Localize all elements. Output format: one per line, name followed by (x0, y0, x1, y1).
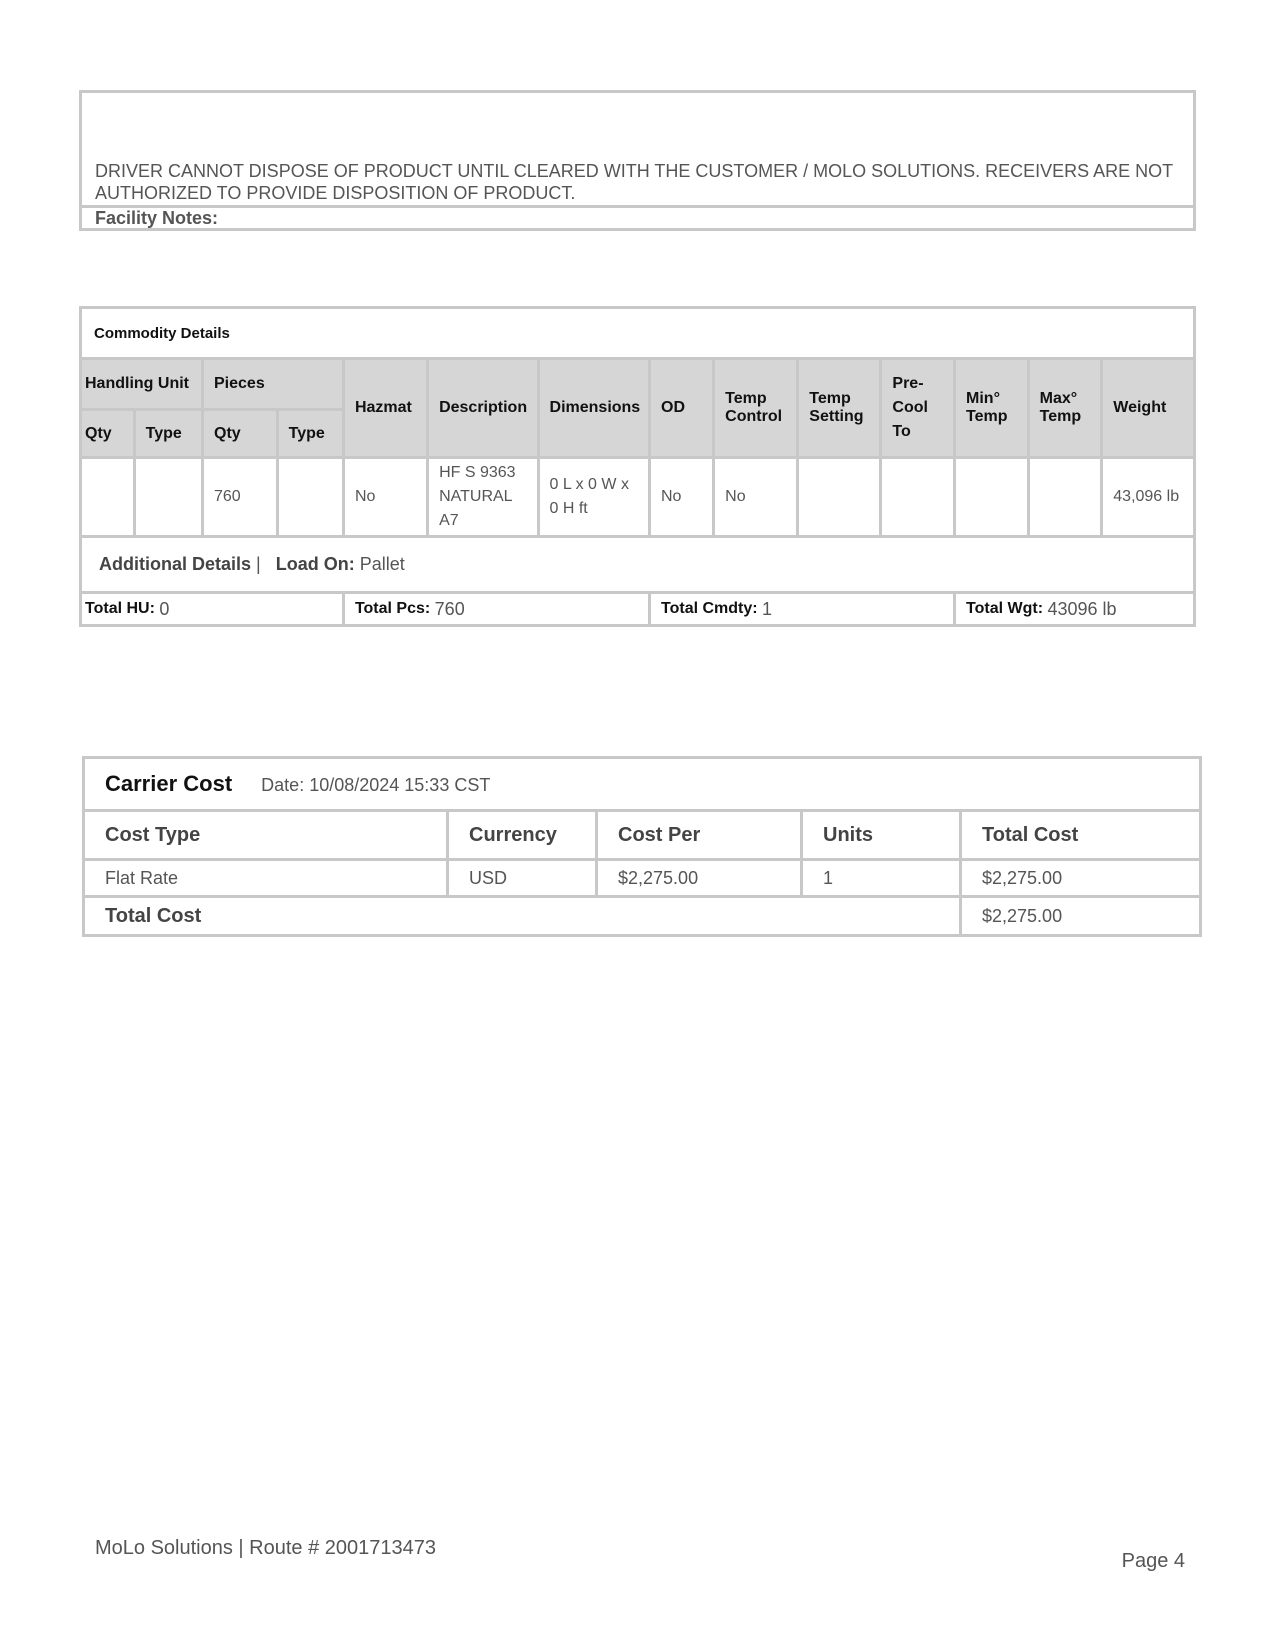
header-pieces: Pieces (203, 359, 344, 410)
header-pcs-type: Type (277, 410, 343, 458)
header-pre-cool-to: Pre-Cool To (881, 359, 955, 458)
page-number: Page 4 (1121, 1550, 1185, 1572)
driver-notes-text: DRIVER CANNOT DISPOSE OF PRODUCT UNTIL CLEARED WITH THE CUSTOMER / MOLO SOLUTIONS. RECEIVERS ARE NOT AUTHORIZED TO PROVIDE DISPOSITION OF PRODUCT. (95, 161, 1173, 203)
cell-cost-per: $2,275.00 (597, 860, 802, 897)
total-cmdty-cell (650, 593, 955, 626)
header-max-temp: Max° Temp (1028, 359, 1102, 458)
load-on-value: Pallet (359, 554, 405, 574)
header-total-cost: Total Cost (961, 811, 1201, 860)
header-dimensions: Dimensions (538, 359, 649, 458)
facility-notes-label: Facility Notes: (95, 208, 219, 228)
header-description: Description (428, 359, 538, 458)
cell-units: 1 (802, 860, 961, 897)
total-pcs-label: Total Pcs: (354, 600, 431, 617)
header-hu-type: Type (134, 410, 202, 458)
cell-hazmat: No (343, 458, 427, 537)
total-wgt-label: Total Wgt: (966, 600, 1044, 617)
carrier-cost-date: Date: 10/08/2024 15:33 CST (261, 775, 491, 795)
commodity-row (81, 458, 1195, 537)
total-cmdty-value: 1 (762, 598, 773, 619)
header-temp-control: Temp Control (714, 359, 798, 458)
cell-pcs-type (277, 458, 343, 537)
cell-temp-setting (798, 458, 881, 537)
carrier-cost-title: Carrier Cost (105, 771, 233, 796)
header-cost-per: Cost Per (597, 811, 802, 860)
header-od: OD (650, 359, 714, 458)
cell-od: No (650, 458, 714, 537)
total-hu-value: 0 (159, 598, 170, 619)
cell-temp-control: No (714, 458, 798, 537)
header-pcs-qty: Qty (203, 410, 278, 458)
commodity-details-table (79, 306, 1196, 627)
facility-notes-row (82, 205, 1193, 231)
cell-description: HF S 9363 NATURAL A7 (428, 458, 538, 537)
total-pcs-cell (343, 593, 649, 626)
cell-max-temp (1028, 458, 1102, 537)
cell-weight: 43,096 lb (1102, 458, 1195, 537)
total-cmdty-label: Total Cmdty: (661, 600, 758, 617)
cell-dimensions: 0 L x 0 W x 0 H ft (538, 458, 649, 537)
header-units: Units (802, 811, 961, 860)
load-on-label: Load On: (275, 554, 355, 574)
cell-currency: USD (448, 860, 597, 897)
cell-pcs-qty: 760 (203, 458, 278, 537)
header-handling-unit: Handling Unit (81, 359, 203, 410)
footer-route: MoLo Solutions | Route # 2001713473 (95, 1537, 437, 1559)
commodity-details-title: Commodity Details (81, 308, 1195, 359)
table-row (84, 860, 1201, 897)
header-temp-setting: Temp Setting (798, 359, 881, 458)
total-wgt-value: 43096 lb (1047, 598, 1117, 619)
header-hu-qty: Qty (81, 410, 135, 458)
total-cost-label: Total Cost (84, 897, 961, 936)
carrier-cost-header (84, 758, 1201, 811)
additional-details-separator: | (256, 554, 261, 574)
cell-min-temp (955, 458, 1029, 537)
header-cost-type: Cost Type (84, 811, 448, 860)
driver-notes-box (79, 90, 1196, 231)
header-weight: Weight (1102, 359, 1195, 458)
cell-hu-qty (81, 458, 135, 537)
total-cost-value: $2,275.00 (961, 897, 1201, 936)
cell-hu-type (134, 458, 202, 537)
cell-cost-type: Flat Rate (84, 860, 448, 897)
additional-details-label: Additional Details (99, 554, 252, 574)
additional-details (81, 537, 1195, 593)
cell-pre-cool-to (881, 458, 955, 537)
total-wgt-cell (955, 593, 1195, 626)
total-pcs-value: 760 (434, 598, 465, 619)
header-min-temp: Min° Temp (955, 359, 1029, 458)
total-hu-label: Total HU: (85, 600, 155, 617)
header-currency: Currency (448, 811, 597, 860)
header-hazmat: Hazmat (343, 359, 427, 458)
cell-total-cost: $2,275.00 (961, 860, 1201, 897)
total-hu-cell (81, 593, 344, 626)
carrier-cost-table (82, 756, 1202, 937)
